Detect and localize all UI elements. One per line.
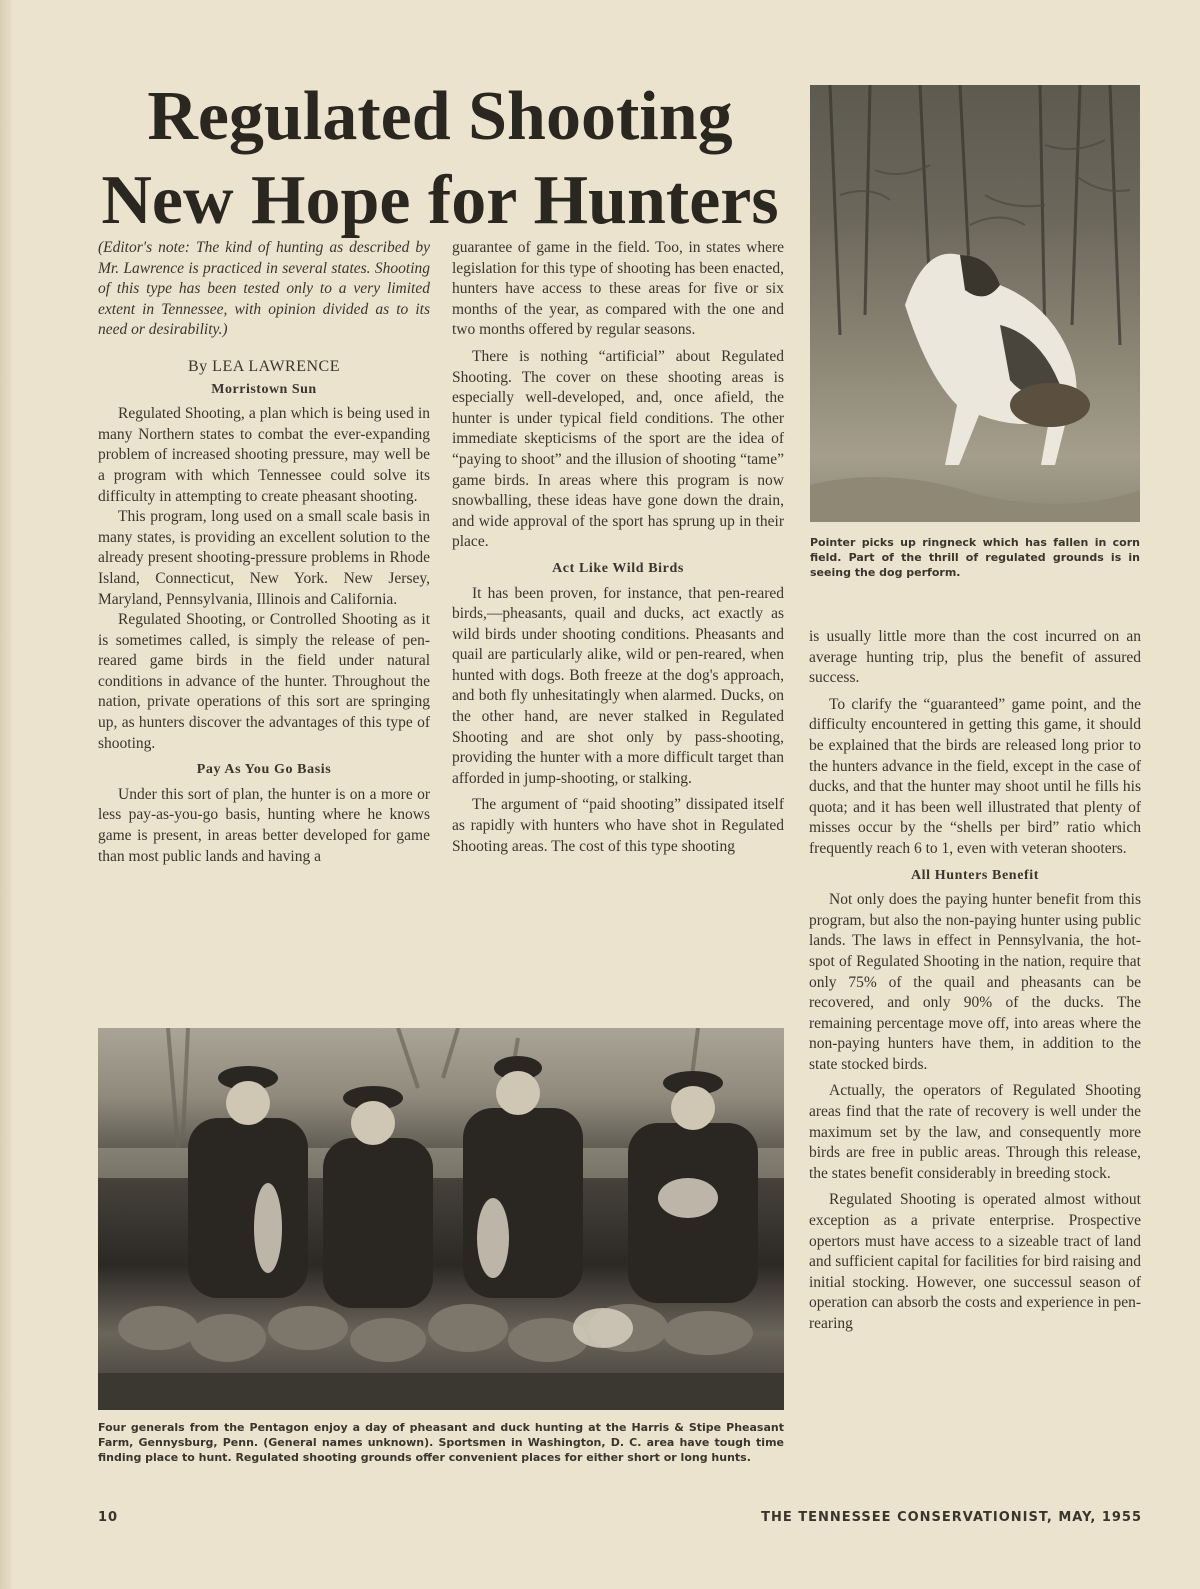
pointer-dog-photo (810, 85, 1140, 522)
title-line-2: New Hope for Hunters (101, 162, 779, 239)
subhead-act-like-wild-birds: Act Like Wild Birds (552, 560, 684, 576)
page-number: 10 (98, 1510, 119, 1525)
hunters-photo-caption: Four generals from the Pentagon enjoy a day of pheasant and duck hunting at the Harris & Stipe Pheasant Farm, Gennysburg, Penn. (General names unknown). Sportsmen in Washington, D. C. area have tough time finding place to hunt. Regulated shooting grounds offer convenient places for either short or long hunts. (98, 1421, 784, 1464)
subhead-all-hunters-benefit: All Hunters Benefit (910, 867, 1040, 883)
column-1 (98, 238, 430, 867)
paragraph: It has been proven, for instance, that pen-reared birds,—pheasants, quail and ducks, act exactly as wild birds under shooting conditions. Pheasants and quail are particularly alike, wild or pen-reared, when hunted with dogs. Both freeze at the dog's approach, and both fly unhesitatingly when alarmed. Ducks, on the other hand, are never stalked in Regulated Shooting and are shot only by pass-shooting, providing the hunter with a more difficult target than afforded in jump-shooting, or stalking. (452, 584, 784, 787)
paragraph: Not only does the paying hunter benefit from this program, but also the non-paying hunter using public lands. The laws in effect in Pennsylvania, the hot-spot of Regulated Shooting in the nation, require that only 75% of the quail and pheasants can be recovered, and only 90% of the ducks. The remaining percentage move off, into areas where the non-paying hunters have them, in addition to the state stocked birds. (809, 891, 1141, 1073)
paragraph: Actually, the operators of Regulated Shooting areas find that the rate of recovery is well under the maximum set by the law, and consequently more birds are free in public areas. Through this release, the states benefit considerably in breeding stock. (809, 1082, 1141, 1182)
paragraph: Regulated Shooting, or Controlled Shooting as it is sometimes called, is simply the release of pen-reared game birds in the field under natural conditions in advance of the hunter. Throughout the nation, private operations of this sort are springing up, as hunters discover the advantages of this type of shooting. (98, 611, 430, 752)
newspaper-credit: Morristown Sun (211, 381, 317, 397)
hunters-illustration (98, 1028, 784, 1410)
paragraph: Regulated Shooting is operated almost without exception as a private enterprise. Prospective opertors must have access to a sizeable tract of land and sufficient capital for facilities for bird raising and initial stocking. However, one successul season of operation can absorb the costs and experience in pen-rearing (809, 1191, 1141, 1332)
paragraph: Under this sort of plan, the hunter is on a more or less pay-as-you-go basis, hunting where he knows game is present, in areas better developed for game than most public lands and having a (98, 785, 430, 865)
title-line-1: Regulated Shooting (147, 78, 733, 155)
paragraph: There is nothing “artificial” about Regulated Shooting. The cover on these shooting areas is especially well-developed, and, once afield, the hunter is under typical field conditions. The other immediate skepticisms of the sport are the idea of “paying to shoot” and the illusion of shooting “tame” game birds. In areas where this program is now snowballing, these ideas have gone down the drain, and wide approval of the sport has sprung up in their place. (452, 347, 784, 551)
hunters-photo (98, 1028, 784, 1410)
column-3 (809, 627, 1141, 1335)
paragraph-continued: guarantee of game in the field. Too, in states where legislation for this type of shooting has been enacted, hunters have access to these areas for five or six months of the year, as compared with the one and two months offered by regular seasons. (452, 239, 784, 339)
journal-footer: THE TENNESSEE CONSERVATIONIST, MAY, 1955 (761, 1510, 1142, 1525)
editor-note: (Editor's note: The kind of hunting as described by Mr. Lawrence is practiced in several states. Shooting of this type has been tested only to a very limited extent in Tennessee, with opinion divided as to its need or desirability.) (98, 239, 430, 339)
page-edge (0, 0, 14, 1589)
byline: By LEA LAWRENCE (188, 357, 340, 375)
paragraph: To clarify the “guaranteed” game point, and the difficulty encountered in getting this game, it should be explained that the birds are released long prior to the hunters advance in the field, except in the case of ducks, and that the hunter may shoot until he fills his quota; and it has been well illustrated that plenty of misses occur by the “shells per bird” ratio which frequently reach 6 to 1, even with veteran shooters. (809, 695, 1141, 857)
paragraph-continued: is usually little more than the cost incurred on an average hunting trip, plus the benefit of assured success. (809, 628, 1141, 687)
dog-photo-caption: Pointer picks up ringneck which has fallen in corn field. Part of the thrill of regulated grounds is in seeing the dog perform. (810, 536, 1140, 579)
paragraph: Regulated Shooting, a plan which is being used in many Northern states to combat the ever-expanding problem of increased shooting pressure, may well be a program with which Tennessee could solve its difficulty in attempting to create pheasant shooting. (98, 405, 430, 505)
subhead-pay-as-you-go: Pay As You Go Basis (196, 762, 332, 778)
article-title (95, 75, 785, 243)
paragraph: This program, long used on a small scale basis in many states, is providing an excellent solution to the already present shooting-pressure problems in Rhode Island, Connecticut, New York. New Jersey, Maryland, Pennsylvania, Illinois and California. (98, 508, 430, 608)
pointer-dog-illustration (810, 85, 1140, 522)
paragraph: The argument of “paid shooting” dissipated itself as rapidly with hunters who have shot in Regulated Shooting areas. The cost of this type shooting (452, 796, 784, 855)
column-2 (452, 238, 784, 857)
